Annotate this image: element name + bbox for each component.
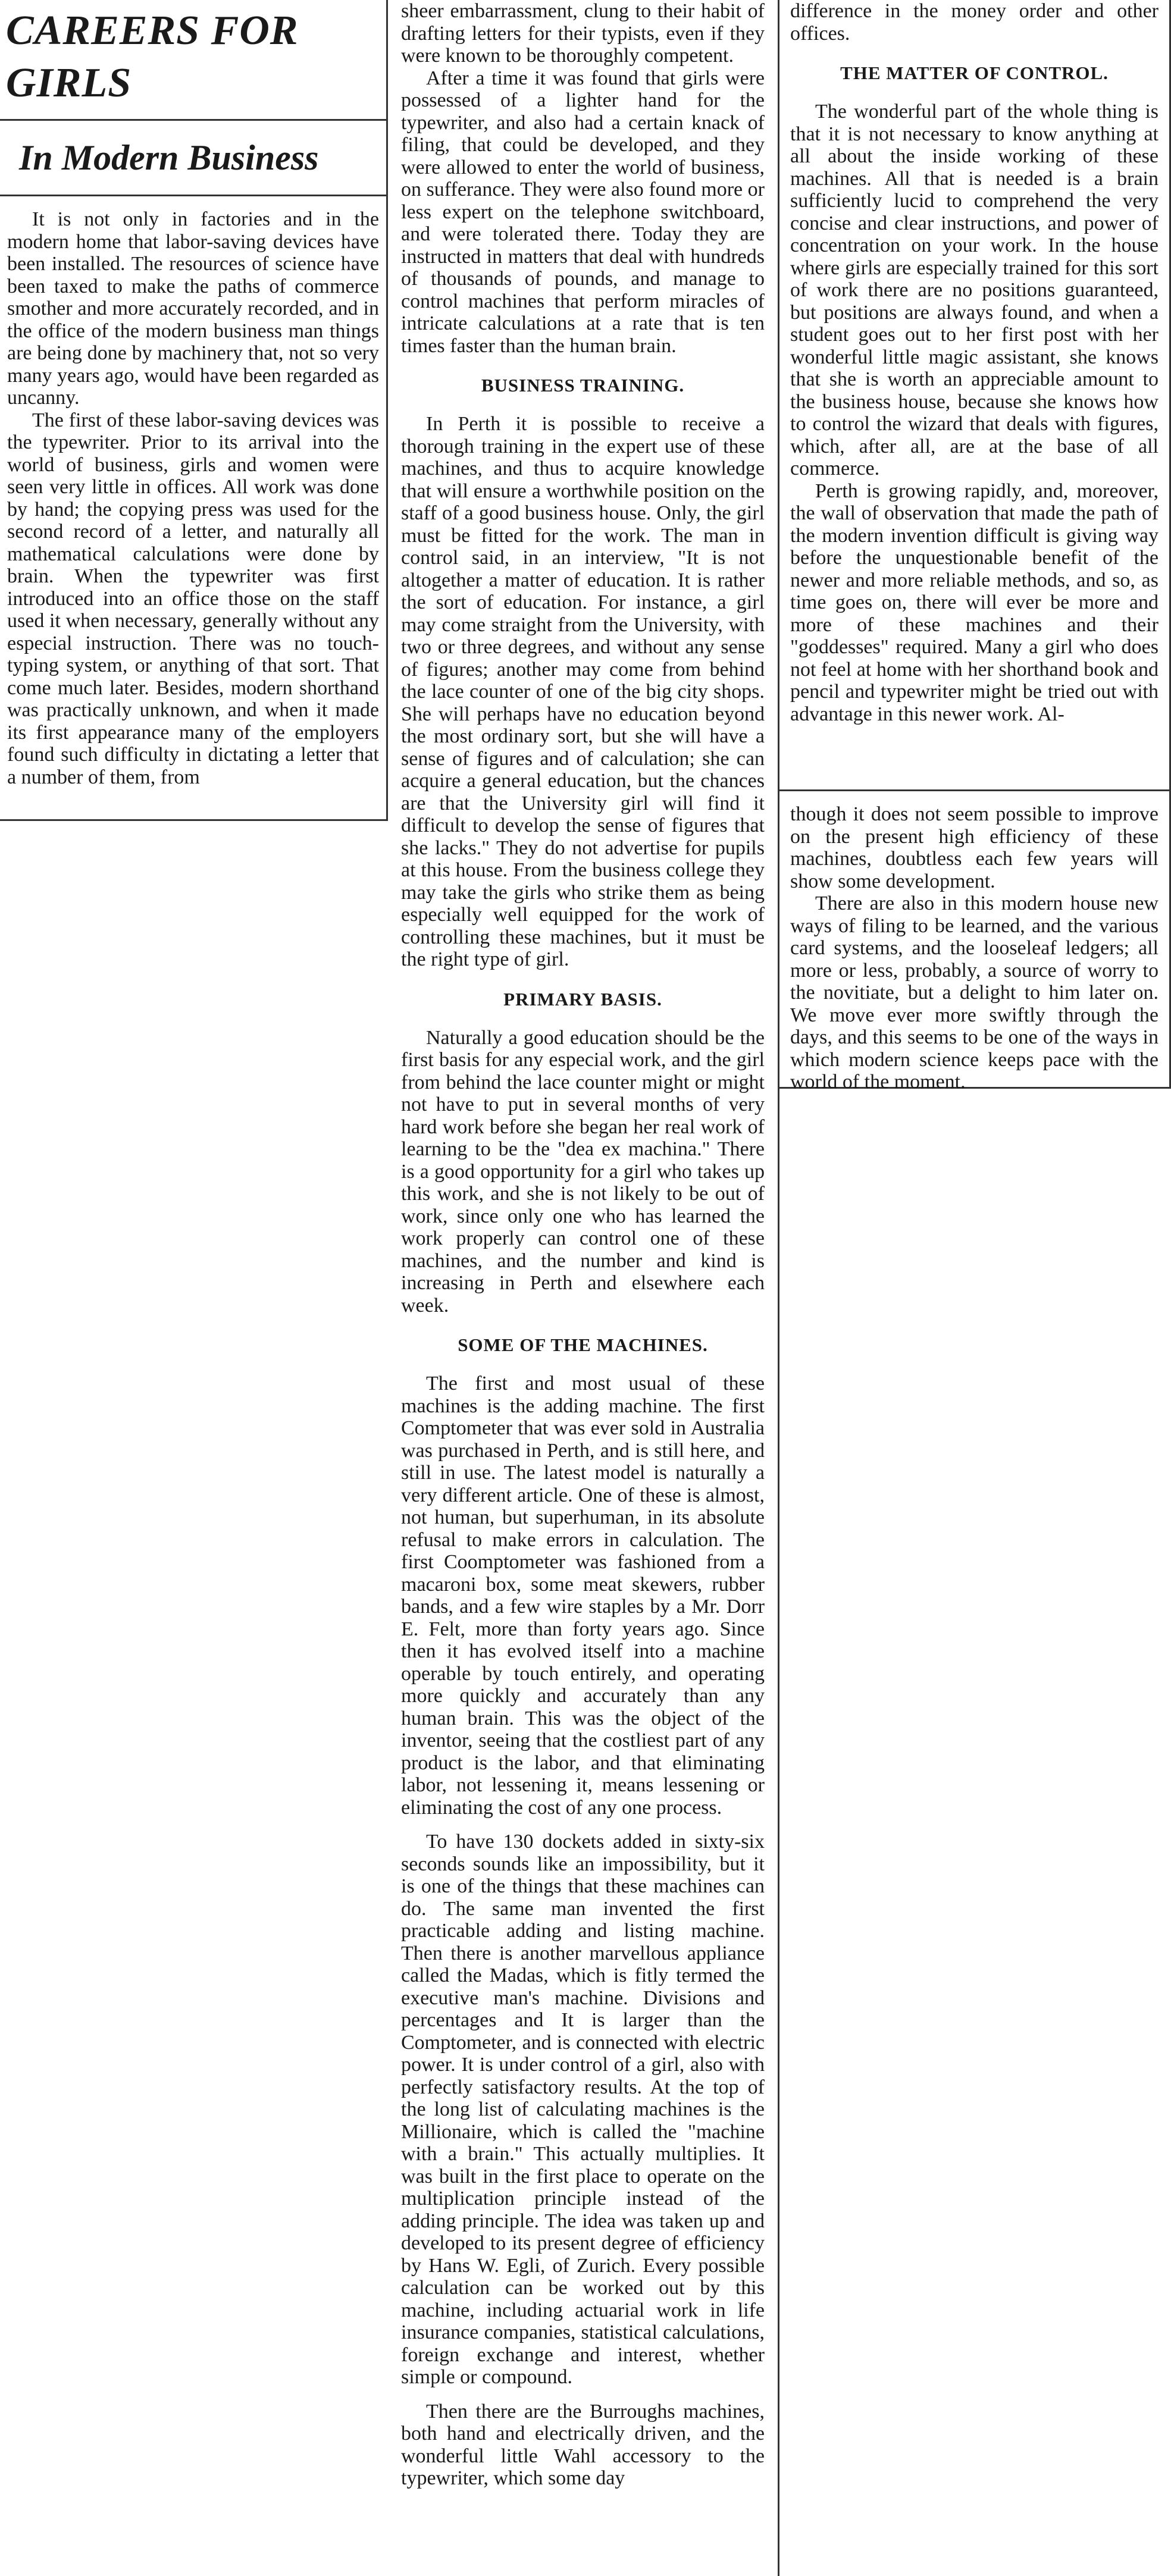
column-3-top <box>779 0 1171 791</box>
deck-subtitle: In Modern Business <box>19 138 319 177</box>
subheading-matter-of-control: THE MATTER OF CONTROL. <box>840 62 1109 83</box>
paragraph: though it does not seem possible to improve on the present high efficiency of these machines, doubtless each few years will show some development. <box>790 803 1159 892</box>
paragraph: Perth is growing rapidly, and, moreover, the wall of observation that made the path of the modern invention difficult is giving way before the unquestionable benefit of the newer and more reliable methods, and so, as time goes on, there will ever be more and more of these machines and their "goddesses" required. Many a girl who does not feel at home with her shorthand book and pencil and typewriter might be tried out with advantage in this newer work. Al- <box>790 480 1159 725</box>
paragraph: After a time it was found that girls were possessed of a lighter hand for the typewriter, and also had a certain knack of filing, that could be developed, and they were allowed to enter the world of business, on sufferance. They were also found more or less expert on the telephone switchboard, and were tolerated there. Today they are instructed in matters that deal with hundreds of thousands of pounds, and manage to control machines that perform miracles of intricate calculations at a rate that is ten times faster than the human brain. <box>401 67 765 357</box>
subheading-primary-basis: PRIMARY BASIS. <box>503 988 662 1010</box>
paragraph: To have 130 dockets added in sixty-six seconds sounds like an impossibility, but it is one of the things that these machines can do. The same man invented the first practicable adding and listing machine. Then there is another marvellous appliance called the Madas, which is fitly termed the executive man's machine. Divisions and percentages and It is larger than the Comptometer, and is connected with electric power. It is under control of a girl, also with perfectly satisfactory results. At the top of the long list of calculating machines is the Millionaire, which is called the "machine with a brain." This actually multiplies. It was built in the first place to operate on the multiplication principle instead of the adding principle. The idea was taken up and developed to its present degree of efficiency by Hans W. Egli, of Zurich. Every possible calculation can be worked out by this machine, including actuarial work in life insurance companies, statistical calculations, foreign exchange and interest, whether simple or compound. <box>401 1831 765 2388</box>
headline: CAREERS FOR GIRLS <box>6 8 299 106</box>
paragraph: The first of these labor-saving devices was the typewriter. Prior to its arrival into the world of business, girls and women were seen very little in offices. All work was done by hand; the copying press was used for the second record of a letter, and naturally all mathematical calculations were done by brain. When the typewriter was first introduced into an office those on the staff used it when necessary, generally without any especial instruction. There was no touch-typing system, or anything of that sort. That come much later. Besides, modern shorthand was practically unknown, and when it made its first appearance many of the employers found such difficulty in dictating a letter that a number of them, from <box>7 409 379 788</box>
subheading-business-training: BUSINESS TRAINING. <box>481 375 685 396</box>
paragraph: sheer embarrassment, clung to their habit of drafting letters for their typists, even if they were known to be thoroughly competent. <box>401 0 765 67</box>
paragraph: The wonderful part of the whole thing is that it is not necessary to know anything at all about the inside working of these machines. All that is needed is a brain sufficiently lucid to comprehend the very concise and clear instructions, and power of concentration on your work. In the house where girls are especially trained for this sort of work there are no positions guaranteed, but positions are always found, and when a student goes out to her first post with her wonderful little magic assistant, she knows that she is worth an appreciable amount to the business house, because she knows how to control the wizard that deals with figures, which, after all, are at the base of all commerce. <box>790 101 1159 480</box>
paragraph: It is not only in factories and in the modern home that labor-saving devices have been installed. The resources of science have been taxed to make the paths of commerce smother and more accurately recorded, and in the office of the modern business man things are being done by machinery that, not so very many years ago, would have been regarded as uncanny. <box>7 208 379 409</box>
subheading-some-of-the-machines: SOME OF THE MACHINES. <box>458 1334 708 1355</box>
column-3-continued <box>779 791 1171 1093</box>
paragraph: Then there are the Burroughs machines, both hand and electrically driven, and the wonderful little Wahl accessory to the typewriter, which some day <box>401 2400 765 2489</box>
paragraph: difference in the money order and other offices. <box>790 0 1159 45</box>
paragraph: There are also in this modern house new ways of filing to be learned, and the various card systems, and the looseleaf ledgers; all more or less, probably, a source of worry to the novitiate, but a delight to him later on. We move ever more swiftly through the days, and this seems to be one of the ways in which modern science keeps pace with the world of the moment. <box>790 892 1159 1093</box>
column-1 <box>0 0 388 821</box>
column-2 <box>388 0 779 2576</box>
paragraph: Naturally a good education should be the first basis for any especial work, and the girl from behind the lace counter might or might not have to put in several months of very hard work before she began her real work of learning to be the "dea ex machina." There is a good opportunity for a girl who takes up this work, and she is not likely to be out of work, since only one who has learned the work properly can control one of these machines, and the number and kind is increasing in Perth and elsewhere each week. <box>401 1026 765 1317</box>
paragraph: In Perth it is possible to receive a thorough training in the expert use of these machines, and thus to acquire knowledge that will ensure a worthwhile position on the staff of a good business house. Only, the girl must be fitted for the work. The man in control said, in an interview, "It is not altogether a matter of education. It is rather the sort of education. For instance, a girl may come straight from the University, with two or three degrees, and without any sense of figures; another may come from behind the lace counter of one of the big city shops. She will perhaps have no education beyond the most ordinary sort, but she will have a sense of figures and of calculation; she can acquire a general education, but the chances are that the University girl will find it difficult to develop the sense of figures that she lacks." They do not advertise for pupils at this house. From the business college they may take the girls who strike them as being especially well equipped for the work of controlling these machines, but it must be the right type of girl. <box>401 413 765 970</box>
paragraph: The first and most usual of these machines is the adding machine. The first Comptometer that was ever sold in Australia was purchased in Perth, and is still here, and still in use. The latest model is naturally a very different article. One of these is almost, not human, but superhuman, in its absolute refusal to make errors in calculation. The first Coomptometer was fashioned from a macaroni box, some meat skewers, rubber bands, and a few wire staples by a Mr. Dorr E. Felt, more than forty years ago. Since then it has evolved itself into a machine operable by touch entirely, and operating more quickly and accurately than any human brain. This was the object of the inventor, seeing that the costliest part of any product is the labor, and that eliminating labor, not lessening it, means lessening or eliminating the cost of any one process. <box>401 1372 765 1819</box>
deck-box <box>0 119 386 196</box>
